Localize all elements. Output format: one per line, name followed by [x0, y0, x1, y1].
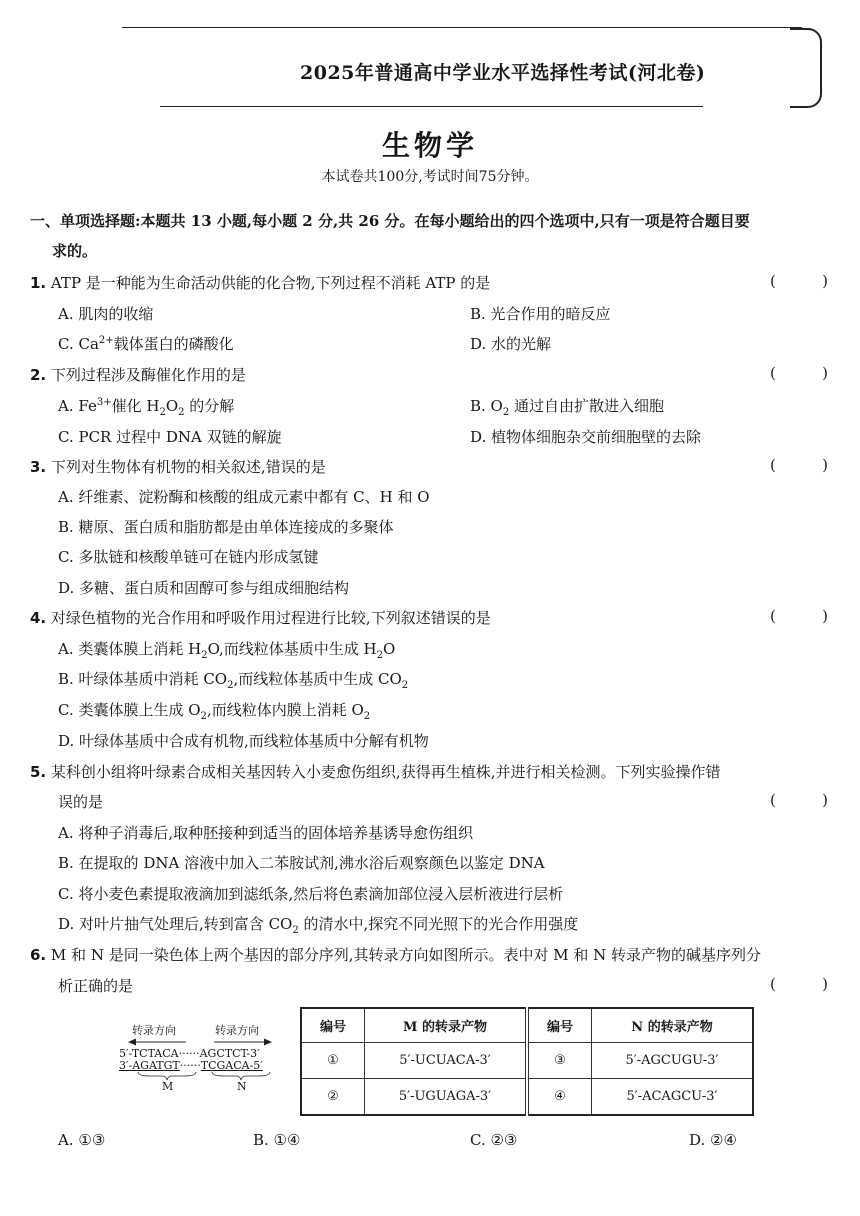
gene-n-label: N: [237, 1080, 247, 1093]
section1-heading: 一、单项选择题:本题共 13 小题,每小题 2 分,共 26 分。在每小题给出的四个选项中,只有一项是符合题目要: [30, 212, 750, 230]
title-underline: [160, 106, 703, 107]
table-cell: 5′-UGUAGA-3′: [365, 1079, 528, 1116]
q4-option-d: D. 叶绿体基质中合成有机物,而线粒体基质中分解有机物: [58, 732, 429, 750]
dna-top-strand: 5′-TCTACA······AGCTCT-3′: [119, 1047, 260, 1060]
q6-stem-cont: 析正确的是: [58, 977, 134, 995]
q6-option-c: C. ②③: [470, 1131, 518, 1149]
subject-title: 生物学: [381, 129, 478, 162]
q2-answer-paren: ( ): [770, 364, 828, 382]
q6-option-b: B. ①④: [253, 1131, 301, 1149]
q5-option-a: A. 将种子消毒后,取种胚接种到适当的固体培养基诱导愈伤组织: [58, 824, 474, 842]
q6-option-a: A. ①③: [58, 1131, 106, 1149]
q1-stem: 1. ATP 是一种能为生命活动供能的化合物,下列过程不消耗 ATP 的是: [30, 274, 491, 292]
q1-option-c: C. $Ca^{2+}$载体蛋白的磷酸化: [58, 335, 234, 353]
q5-option-b: B. 在提取的 DNA 溶液中加入二苯胺试剂,沸水浴后观察颜色以鉴定 DNA: [58, 854, 545, 872]
q5-option-d: D. 对叶片抽气处理后,转到富含 $CO_2$ 的清水中,探究不同光照下的光合作用强度: [58, 915, 579, 936]
table-header-cell: M 的转录产物: [365, 1008, 528, 1043]
q1-option-a: A. 肌肉的收缩: [58, 305, 154, 323]
q3-option-d: D. 多糖、蛋白质和固醇可参与组成细胞结构: [58, 579, 350, 597]
q1-answer-paren: ( ): [770, 272, 828, 290]
q4-stem: 4. 对绿色植物的光合作用和呼吸作用过程进行比较,下列叙述错误的是: [30, 609, 491, 627]
q6-answer-paren: ( ): [770, 975, 828, 993]
q2-option-d: D. 植物体细胞杂交前细胞壁的去除: [470, 428, 702, 446]
q2-option-b: B. $O_2$ 通过自由扩散进入细胞: [470, 397, 665, 418]
transcription-product-table: [300, 1007, 754, 1116]
transcription-direction-label-m: 转录方向: [132, 1024, 176, 1037]
gene-braces: [130, 1071, 280, 1081]
table-cell: 5′-AGCUGU-3′: [592, 1043, 754, 1079]
table-header-cell: 编号: [301, 1008, 365, 1043]
q6-stem: 6. M 和 N 是同一染色体上两个基因的部分序列,其转录方向如图所示。表中对 M 和 N 转录产物的碱基序列分: [30, 946, 762, 964]
q4-option-b: B. 叶绿体基质中消耗 $CO_2$,而线粒体基质中生成 $CO_2$: [58, 670, 409, 691]
q3-stem: 3. 下列对生物体有机物的相关叙述,错误的是: [30, 458, 326, 476]
q1-option-b: B. 光合作用的暗反应: [470, 305, 611, 323]
q3-answer-paren: ( ): [770, 456, 828, 474]
dna-bottom-strand: 3′-AGATGT······TCGACA-5′: [119, 1059, 263, 1072]
table-header-cell: N 的转录产物: [592, 1008, 754, 1043]
table-cell: ②: [301, 1079, 365, 1116]
table-cell: ①: [301, 1043, 365, 1079]
section1-heading-cont: 求的。: [52, 242, 98, 260]
q5-stem: 5. 某科创小组将叶绿素合成相关基因转入小麦愈伤组织,获得再生植株,并进行相关检测。下列实验操作错: [30, 763, 721, 781]
exam-info: 本试卷共100分,考试时间75分钟。: [321, 169, 539, 185]
table-row: [301, 1079, 753, 1116]
table-cell: 5′-ACAGCU-3′: [592, 1079, 754, 1116]
q5-option-c: C. 将小麦色素提取液滴加到滤纸条,然后将色素滴加部位浸入层析液进行层析: [58, 885, 564, 903]
q2-option-a: A. $Fe^{3+}$催化 $H_2O_2$ 的分解: [58, 397, 235, 418]
table-header-cell: 编号: [527, 1008, 592, 1043]
header-bracket: [790, 28, 822, 108]
table-cell: ③: [527, 1043, 592, 1079]
q3-option-a: A. 纤维素、淀粉酶和核酸的组成元素中都有 C、H 和 O: [58, 488, 430, 506]
q4-option-c: C. 类囊体膜上生成 $O_2$,而线粒体内膜上消耗 $O_2$: [58, 701, 371, 722]
gene-m-label: M: [162, 1080, 174, 1093]
table-cell: ④: [527, 1079, 592, 1116]
exam-title: 2025年普通高中学业水平选择性考试(河北卷): [300, 62, 706, 84]
q2-option-c: C. PCR 过程中 DNA 双链的解旋: [58, 428, 282, 446]
header-top-rule: [122, 27, 802, 28]
q1-option-d: D. 水的光解: [470, 335, 552, 353]
transcription-direction-label-n: 转录方向: [215, 1024, 259, 1037]
q3-option-c: C. 多肽链和核酸单链可在链内形成氢键: [58, 548, 319, 566]
q4-option-a: A. 类囊体膜上消耗 $H_2O$,而线粒体基质中生成 $H_2O$: [58, 640, 396, 661]
q3-option-b: B. 糖原、蛋白质和脂肪都是由单体连接成的多聚体: [58, 518, 394, 536]
table-row: [301, 1043, 753, 1079]
table-cell: 5′-UCUACA-3′: [365, 1043, 528, 1079]
q4-answer-paren: ( ): [770, 607, 828, 625]
table-header-row: [301, 1008, 753, 1043]
q5-stem-cont: 误的是: [58, 793, 104, 811]
q2-stem: 2. 下列过程涉及酶催化作用的是: [30, 366, 246, 384]
q6-option-d: D. ②④: [689, 1131, 737, 1149]
q5-answer-paren: ( ): [770, 791, 828, 809]
